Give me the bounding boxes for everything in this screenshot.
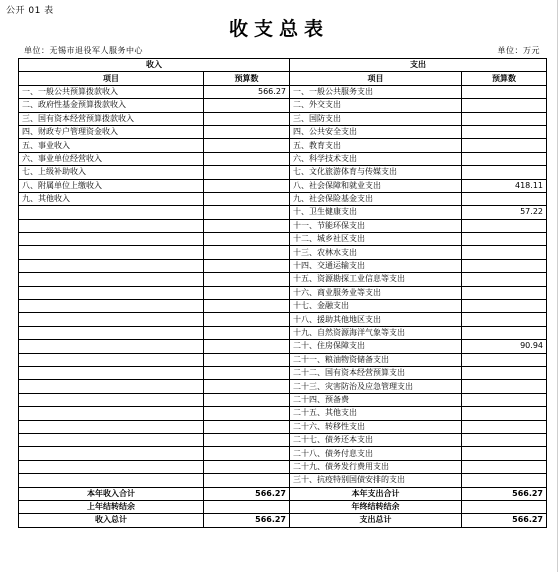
income-item-cell: 一、一般公共预算拨款收入 xyxy=(19,85,204,98)
income-item-cell: 八、附属单位上缴收入 xyxy=(19,179,204,192)
expense-item-cell: 二十二、国有资本经营预算支出 xyxy=(290,366,462,379)
income-budget-cell xyxy=(204,420,290,433)
table-row xyxy=(19,85,547,98)
table-row xyxy=(19,407,547,420)
income-budget-header: 预算数 xyxy=(204,72,290,85)
income-item-cell xyxy=(19,246,204,259)
income-item-header: 项目 xyxy=(19,72,204,85)
expense-item-cell: 二十五、其他支出 xyxy=(290,407,462,420)
expense-budget-cell: 57.22 xyxy=(462,206,547,219)
expense-budget-cell xyxy=(462,313,547,326)
expense-budget-cell: 90.94 xyxy=(462,340,547,353)
table-row xyxy=(19,380,547,393)
expense-item-cell: 二十、住房保障支出 xyxy=(290,340,462,353)
income-budget-cell xyxy=(204,366,290,379)
table-row xyxy=(19,313,547,326)
expense-item-cell: 二、外交支出 xyxy=(290,99,462,112)
expense-item-cell: 二十九、债务发行费用支出 xyxy=(290,460,462,473)
table-row xyxy=(19,259,547,272)
table-row xyxy=(19,233,547,246)
income-item-cell xyxy=(19,233,204,246)
table-row xyxy=(19,152,547,165)
income-item-cell xyxy=(19,259,204,272)
income-budget-cell xyxy=(204,233,290,246)
income-budget-cell xyxy=(204,246,290,259)
income-budget-cell xyxy=(204,139,290,152)
income-item-cell xyxy=(19,460,204,473)
income-item-cell xyxy=(19,206,204,219)
income-item-cell xyxy=(19,340,204,353)
income-item-cell xyxy=(19,313,204,326)
income-total-value: 566.27 xyxy=(204,487,290,500)
expense-budget-cell: 418.11 xyxy=(462,179,547,192)
expense-item-cell: 十六、商业服务业等支出 xyxy=(290,286,462,299)
expense-budget-cell xyxy=(462,246,547,259)
revenue-expense-table xyxy=(18,58,547,528)
expense-total-value xyxy=(462,500,547,513)
income-budget-cell xyxy=(204,447,290,460)
expense-total-value: 566.27 xyxy=(462,514,547,527)
expense-budget-cell xyxy=(462,259,547,272)
expense-item-cell: 三十、抗疫特别国债安排的支出 xyxy=(290,474,462,487)
expense-budget-cell xyxy=(462,139,547,152)
income-item-cell xyxy=(19,286,204,299)
expense-item-cell: 十二、城乡社区支出 xyxy=(290,233,462,246)
table-row xyxy=(19,420,547,433)
expense-budget-cell xyxy=(462,166,547,179)
table-row xyxy=(19,125,547,138)
income-item-cell xyxy=(19,366,204,379)
expense-item-cell: 二十七、债务还本支出 xyxy=(290,433,462,446)
table-row xyxy=(19,326,547,339)
table-row xyxy=(19,246,547,259)
expense-budget-cell xyxy=(462,447,547,460)
expense-budget-cell xyxy=(462,273,547,286)
expense-section-header: 支出 xyxy=(290,59,547,72)
section-row xyxy=(19,59,547,72)
expense-budget-cell xyxy=(462,433,547,446)
table-row xyxy=(19,166,547,179)
income-budget-cell xyxy=(204,166,290,179)
expense-item-cell: 十八、援助其他地区支出 xyxy=(290,313,462,326)
income-budget-cell xyxy=(204,125,290,138)
income-item-cell xyxy=(19,300,204,313)
expense-total-label: 年终结转结余 xyxy=(290,500,462,513)
expense-item-cell: 二十三、灾害防治及应急管理支出 xyxy=(290,380,462,393)
table-row xyxy=(19,99,547,112)
unit-organization: 单位：无锡市退役军人服务中心 xyxy=(24,46,143,55)
table-row xyxy=(19,300,547,313)
income-budget-cell xyxy=(204,300,290,313)
expense-budget-cell xyxy=(462,474,547,487)
income-budget-cell xyxy=(204,474,290,487)
expense-budget-cell xyxy=(462,300,547,313)
expense-item-cell: 二十一、粮油物资储备支出 xyxy=(290,353,462,366)
income-budget-cell xyxy=(204,259,290,272)
expense-budget-cell xyxy=(462,152,547,165)
income-section-header: 收入 xyxy=(19,59,290,72)
expense-item-cell: 一、一般公共服务支出 xyxy=(290,85,462,98)
expense-budget-cell xyxy=(462,393,547,406)
column-header-row xyxy=(19,72,547,85)
income-budget-cell xyxy=(204,433,290,446)
income-item-cell xyxy=(19,393,204,406)
income-item-cell: 四、财政专户管理资金收入 xyxy=(19,125,204,138)
table-row xyxy=(19,353,547,366)
expense-total-label: 支出总计 xyxy=(290,514,462,527)
expense-item-cell: 六、科学技术支出 xyxy=(290,152,462,165)
expense-item-cell: 十五、资源勘探工业信息等支出 xyxy=(290,273,462,286)
income-budget-cell xyxy=(204,219,290,232)
expense-item-cell: 二十六、转移性支出 xyxy=(290,420,462,433)
income-budget-cell xyxy=(204,112,290,125)
expense-budget-header: 预算数 xyxy=(462,72,547,85)
expense-budget-cell xyxy=(462,233,547,246)
income-budget-cell xyxy=(204,206,290,219)
expense-item-cell: 三、国防支出 xyxy=(290,112,462,125)
income-item-cell xyxy=(19,273,204,286)
table-row xyxy=(19,206,547,219)
income-budget-cell xyxy=(204,340,290,353)
income-budget-cell xyxy=(204,99,290,112)
expense-item-cell: 十七、金融支出 xyxy=(290,300,462,313)
expense-item-cell: 十、卫生健康支出 xyxy=(290,206,462,219)
unit-currency: 单位：万元 xyxy=(497,46,540,55)
income-budget-cell xyxy=(204,192,290,205)
table-row xyxy=(19,112,547,125)
expense-item-cell: 二十四、预备费 xyxy=(290,393,462,406)
expense-budget-cell xyxy=(462,219,547,232)
table-row xyxy=(19,179,547,192)
income-budget-cell xyxy=(204,353,290,366)
income-item-cell: 二、政府性基金预算拨款收入 xyxy=(19,99,204,112)
income-item-cell: 六、事业单位经营收入 xyxy=(19,152,204,165)
expense-budget-cell xyxy=(462,420,547,433)
income-item-cell xyxy=(19,219,204,232)
expense-budget-cell xyxy=(462,326,547,339)
income-item-cell xyxy=(19,380,204,393)
expense-budget-cell xyxy=(462,85,547,98)
expense-item-cell: 九、社会保险基金支出 xyxy=(290,192,462,205)
table-row xyxy=(19,366,547,379)
table-row xyxy=(19,474,547,487)
income-budget-cell xyxy=(204,393,290,406)
table-row xyxy=(19,273,547,286)
table-row xyxy=(19,460,547,473)
income-budget-cell xyxy=(204,313,290,326)
total-row xyxy=(19,500,547,513)
income-total-value xyxy=(204,500,290,513)
income-budget-cell xyxy=(204,460,290,473)
expense-item-header: 项目 xyxy=(290,72,462,85)
table-row xyxy=(19,139,547,152)
expense-budget-cell xyxy=(462,366,547,379)
income-budget-cell xyxy=(204,407,290,420)
total-row xyxy=(19,514,547,527)
income-item-cell: 三、国有资本经营预算拨款收入 xyxy=(19,112,204,125)
income-item-cell: 九、其他收入 xyxy=(19,192,204,205)
table-row xyxy=(19,286,547,299)
expense-item-cell: 十一、节能环保支出 xyxy=(290,219,462,232)
income-budget-cell xyxy=(204,286,290,299)
expense-item-cell: 十三、农林水支出 xyxy=(290,246,462,259)
income-budget-cell xyxy=(204,273,290,286)
table-row xyxy=(19,393,547,406)
income-item-cell xyxy=(19,474,204,487)
table-row xyxy=(19,433,547,446)
expense-budget-cell xyxy=(462,125,547,138)
income-item-cell xyxy=(19,447,204,460)
expense-budget-cell xyxy=(462,192,547,205)
table-row xyxy=(19,192,547,205)
expense-item-cell: 二十八、债务付息支出 xyxy=(290,447,462,460)
table-row xyxy=(19,340,547,353)
income-item-cell xyxy=(19,420,204,433)
expense-budget-cell xyxy=(462,286,547,299)
expense-budget-cell xyxy=(462,460,547,473)
expense-item-cell: 七、文化旅游体育与传媒支出 xyxy=(290,166,462,179)
expense-budget-cell xyxy=(462,99,547,112)
table-code: 公开 01 表 xyxy=(6,6,54,16)
expense-budget-cell xyxy=(462,380,547,393)
income-item-cell xyxy=(19,433,204,446)
income-budget-cell xyxy=(204,380,290,393)
income-budget-cell xyxy=(204,179,290,192)
income-item-cell xyxy=(19,326,204,339)
table-totals xyxy=(19,487,547,527)
table-row xyxy=(19,219,547,232)
total-row xyxy=(19,487,547,500)
expense-budget-cell xyxy=(462,353,547,366)
income-total-label: 本年收入合计 xyxy=(19,487,204,500)
expense-item-cell: 十四、交通运输支出 xyxy=(290,259,462,272)
income-item-cell xyxy=(19,407,204,420)
expense-budget-cell xyxy=(462,407,547,420)
expense-total-label: 本年支出合计 xyxy=(290,487,462,500)
income-total-value: 566.27 xyxy=(204,514,290,527)
page-title: 收支总表 xyxy=(228,18,329,40)
income-item-cell: 七、上级补助收入 xyxy=(19,166,204,179)
expense-item-cell: 四、公共安全支出 xyxy=(290,125,462,138)
income-item-cell: 五、事业收入 xyxy=(19,139,204,152)
table-body xyxy=(19,85,547,487)
expense-total-value: 566.27 xyxy=(462,487,547,500)
income-total-label: 上年结转结余 xyxy=(19,500,204,513)
income-budget-cell xyxy=(204,326,290,339)
income-item-cell xyxy=(19,353,204,366)
income-total-label: 收入总计 xyxy=(19,514,204,527)
expense-item-cell: 八、社会保障和就业支出 xyxy=(290,179,462,192)
income-budget-cell xyxy=(204,152,290,165)
income-budget-cell: 566.27 xyxy=(204,85,290,98)
expense-item-cell: 五、教育支出 xyxy=(290,139,462,152)
expense-budget-cell xyxy=(462,112,547,125)
expense-item-cell: 十九、自然资源海洋气象等支出 xyxy=(290,326,462,339)
table-row xyxy=(19,447,547,460)
